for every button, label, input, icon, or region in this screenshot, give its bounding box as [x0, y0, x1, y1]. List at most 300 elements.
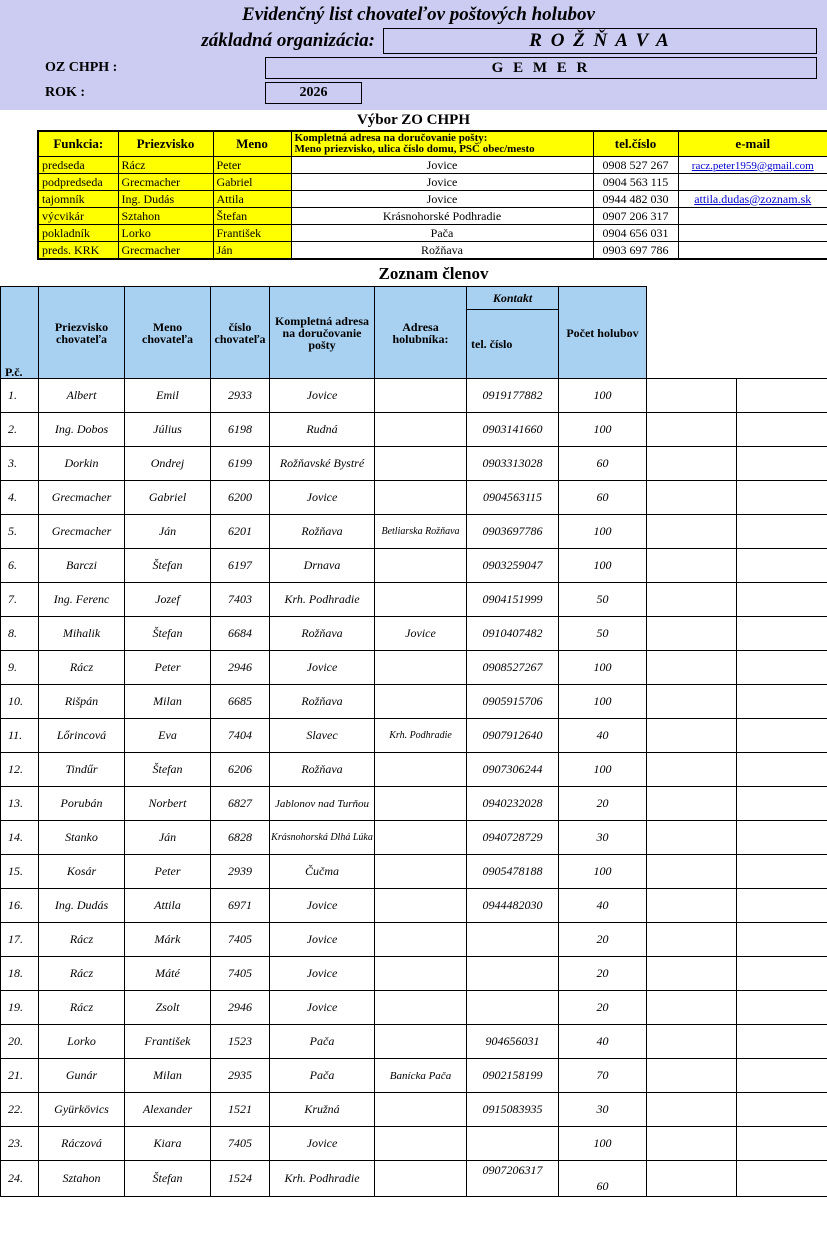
table-row: [1, 447, 827, 481]
cell-meno: Ondrej: [125, 447, 211, 481]
table-row: [1, 855, 827, 889]
cell-extra-a: [647, 515, 737, 549]
cell-extra-b: [737, 549, 827, 583]
vybor-priezvisko: Ing. Dudás: [118, 191, 213, 208]
cell-extra-b: [737, 1059, 827, 1093]
oz-row: [0, 57, 827, 79]
cell-holubnik: [375, 651, 467, 685]
cell-extra-b: [737, 583, 827, 617]
cell-pc: 15.: [1, 855, 39, 889]
cell-pc: 8.: [1, 617, 39, 651]
cell-priezvisko: Barczi: [39, 549, 125, 583]
cell-pocet: 50: [559, 617, 647, 651]
cell-cislo: 6199: [211, 447, 270, 481]
cell-meno: Emil: [125, 379, 211, 413]
cell-priezvisko: Gyürkövics: [39, 1093, 125, 1127]
vybor-meno: Gabriel: [213, 174, 291, 191]
cell-extra-b: [737, 515, 827, 549]
cell-meno: Norbert: [125, 787, 211, 821]
cell-pocet: 20: [559, 787, 647, 821]
cell-extra-b: [737, 753, 827, 787]
cell-tel: 0940728729: [467, 821, 559, 855]
cell-holubnik: [375, 481, 467, 515]
cell-priezvisko: Sztahon: [39, 1161, 125, 1197]
cell-tel: 0919177882: [467, 379, 559, 413]
zoznam-spacer-a: [647, 287, 737, 379]
vybor-meno: Ján: [213, 242, 291, 260]
cell-meno: Gabriel: [125, 481, 211, 515]
table-row: [1, 685, 827, 719]
vybor-priezvisko: Grecmacher: [118, 174, 213, 191]
cell-priezvisko: Kosár: [39, 855, 125, 889]
cell-cislo: 2939: [211, 855, 270, 889]
cell-priezvisko: Rácz: [39, 923, 125, 957]
cell-pc: 22.: [1, 1093, 39, 1127]
cell-priezvisko: Mihalik: [39, 617, 125, 651]
cell-pocet: 100: [559, 379, 647, 413]
vybor-tel: 0908 527 267: [593, 157, 678, 174]
table-row: [1, 719, 827, 753]
cell-priezvisko: Rácz: [39, 991, 125, 1025]
cell-adresa: Rožňava: [270, 617, 375, 651]
cell-extra-a: [647, 1127, 737, 1161]
vybor-tel: 0904 656 031: [593, 225, 678, 242]
cell-holubnik: [375, 923, 467, 957]
cell-extra-b: [737, 413, 827, 447]
cell-pocet: 20: [559, 923, 647, 957]
cell-extra-b: [737, 991, 827, 1025]
vybor-title: Výbor ZO CHPH: [356, 112, 471, 128]
cell-adresa: Krh. Podhradie: [270, 1161, 375, 1197]
table-row: [38, 174, 827, 191]
vybor-funkcia: preds. KRK: [38, 242, 118, 260]
cell-extra-a: [647, 855, 737, 889]
org-row: [0, 28, 827, 54]
cell-extra-a: [647, 923, 737, 957]
vybor-header-row: [38, 131, 827, 157]
cell-extra-b: [737, 855, 827, 889]
table-row: [1, 515, 827, 549]
cell-tel: 0904151999: [467, 583, 559, 617]
cell-cislo: 1523: [211, 1025, 270, 1059]
zoznam-col-tel: tel. číslo: [467, 310, 559, 379]
cell-meno: Štefan: [125, 753, 211, 787]
email-link[interactable]: racz.peter1959@gmail.com: [691, 159, 814, 172]
cell-tel: 0915083935: [467, 1093, 559, 1127]
cell-pc: 9.: [1, 651, 39, 685]
cell-meno: Ján: [125, 515, 211, 549]
cell-meno: Márk: [125, 923, 211, 957]
table-row: [1, 1093, 827, 1127]
cell-holubnik: [375, 1025, 467, 1059]
cell-pc: 12.: [1, 753, 39, 787]
cell-extra-a: [647, 447, 737, 481]
vybor-meno: Attila: [213, 191, 291, 208]
vybor-email[interactable]: [678, 191, 827, 208]
zoznam-spacer-b: [737, 287, 827, 379]
cell-cislo: 6971: [211, 889, 270, 923]
cell-meno: Attila: [125, 889, 211, 923]
cell-cislo: 1524: [211, 1161, 270, 1197]
vybor-priezvisko: Grecmacher: [118, 242, 213, 260]
cell-tel: 0905915706: [467, 685, 559, 719]
cell-meno: Štefan: [125, 549, 211, 583]
cell-priezvisko: Stanko: [39, 821, 125, 855]
cell-extra-b: [737, 481, 827, 515]
cell-cislo: 6827: [211, 787, 270, 821]
cell-pocet: 20: [559, 957, 647, 991]
cell-pc: 10.: [1, 685, 39, 719]
cell-adresa: Pača: [270, 1059, 375, 1093]
cell-extra-b: [737, 787, 827, 821]
cell-extra-b: [737, 957, 827, 991]
cell-extra-b: [737, 1093, 827, 1127]
cell-adresa: Rožňava: [270, 685, 375, 719]
cell-adresa: Jablonov nad Turňou: [270, 787, 375, 821]
email-link[interactable]: attila.dudas@zoznam.sk: [694, 191, 812, 206]
cell-cislo: 6200: [211, 481, 270, 515]
cell-tel: 0910407482: [467, 617, 559, 651]
table-row: [1, 889, 827, 923]
vybor-tel: 0903 697 786: [593, 242, 678, 260]
vybor-meno: František: [213, 225, 291, 242]
cell-extra-a: [647, 719, 737, 753]
rok-row: [0, 82, 827, 104]
cell-adresa: Jovice: [270, 379, 375, 413]
cell-pc: 21.: [1, 1059, 39, 1093]
cell-holubnik: [375, 447, 467, 481]
zoznam-col-kontakt: Kontakt: [467, 287, 559, 310]
cell-adresa: Jovice: [270, 1127, 375, 1161]
cell-adresa: Drnava: [270, 549, 375, 583]
cell-pocet: 30: [559, 1093, 647, 1127]
table-row: [1, 1161, 827, 1197]
cell-priezvisko: Rácz: [39, 957, 125, 991]
cell-cislo: 6684: [211, 617, 270, 651]
cell-extra-b: [737, 821, 827, 855]
cell-adresa: Pača: [270, 1025, 375, 1059]
table-row: [1, 923, 827, 957]
cell-extra-a: [647, 957, 737, 991]
cell-tel: [467, 991, 559, 1025]
zoznam-header-top: [1, 287, 827, 310]
cell-priezvisko: Grecmacher: [39, 481, 125, 515]
cell-meno: Štefan: [125, 617, 211, 651]
cell-tel: [467, 957, 559, 991]
cell-adresa: Jovice: [270, 957, 375, 991]
cell-tel: [467, 1127, 559, 1161]
cell-pocet: 100: [559, 753, 647, 787]
vybor-priezvisko: Rácz: [118, 157, 213, 174]
page-title: Evidenčný list chovateľov poštových holubov: [242, 4, 595, 25]
cell-cislo: 2935: [211, 1059, 270, 1093]
cell-tel: 0908527267: [467, 651, 559, 685]
cell-holubnik: [375, 1161, 467, 1197]
cell-meno: Zsolt: [125, 991, 211, 1025]
cell-extra-a: [647, 821, 737, 855]
cell-tel: 0902158199: [467, 1059, 559, 1093]
cell-extra-b: [737, 379, 827, 413]
vybor-email: [678, 174, 827, 191]
cell-extra-a: [647, 991, 737, 1025]
vybor-adresa: Jovice: [291, 157, 593, 174]
cell-pc: 24.: [1, 1161, 39, 1197]
cell-priezvisko: Ing. Dudás: [39, 889, 125, 923]
cell-extra-b: [737, 719, 827, 753]
cell-cislo: 6828: [211, 821, 270, 855]
vybor-col-tel: tel.číslo: [593, 131, 678, 157]
cell-holubnik: [375, 583, 467, 617]
cell-extra-a: [647, 549, 737, 583]
cell-pocet: 40: [559, 889, 647, 923]
cell-tel: 0903313028: [467, 447, 559, 481]
cell-extra-b: [737, 1025, 827, 1059]
cell-pc: 16.: [1, 889, 39, 923]
cell-pocet: 100: [559, 413, 647, 447]
cell-pocet: 50: [559, 583, 647, 617]
vybor-email: [678, 242, 827, 260]
table-row: [38, 191, 827, 208]
table-row: [1, 753, 827, 787]
cell-meno: Ján: [125, 821, 211, 855]
cell-priezvisko: Rišpán: [39, 685, 125, 719]
vybor-col-adresa-line1: Kompletná adresa na doručovanie pošty:: [294, 132, 488, 144]
cell-meno: Peter: [125, 651, 211, 685]
vybor-col-adresa: [291, 131, 593, 157]
table-row: [1, 821, 827, 855]
cell-adresa: Krásnohorská Dlhá Lúka: [270, 821, 375, 855]
table-row: [1, 957, 827, 991]
cell-pc: 5.: [1, 515, 39, 549]
cell-meno: Július: [125, 413, 211, 447]
table-row: [38, 157, 827, 174]
vybor-tel: 0944 482 030: [593, 191, 678, 208]
vybor-table: [37, 130, 827, 260]
org-value[interactable]: R O Ž Ň A V A: [383, 28, 817, 54]
vybor-funkcia: výcvikár: [38, 208, 118, 225]
vybor-tel: 0907 206 317: [593, 208, 678, 225]
vybor-col-adresa-line2: Meno priezvisko, ulica číslo domu, PSČ obec/mesto: [294, 143, 535, 155]
cell-pc: 13.: [1, 787, 39, 821]
cell-holubnik: [375, 855, 467, 889]
cell-cislo: 6206: [211, 753, 270, 787]
vybor-adresa: Jovice: [291, 174, 593, 191]
cell-adresa: Rudná: [270, 413, 375, 447]
cell-cislo: 7403: [211, 583, 270, 617]
cell-cislo: 1521: [211, 1093, 270, 1127]
zoznam-col-holubnik: Adresa holubníka:: [375, 287, 467, 379]
cell-priezvisko: Lőrincová: [39, 719, 125, 753]
table-row: [1, 379, 827, 413]
cell-holubnik: Jovice: [375, 617, 467, 651]
cell-tel: 0903141660: [467, 413, 559, 447]
table-row: [38, 242, 827, 260]
cell-pc: 19.: [1, 991, 39, 1025]
cell-adresa: Jovice: [270, 889, 375, 923]
cell-pocet: 30: [559, 821, 647, 855]
cell-extra-a: [647, 481, 737, 515]
table-row: [1, 413, 827, 447]
zoznam-col-meno: Meno chovateľa: [125, 287, 211, 379]
cell-extra-a: [647, 889, 737, 923]
cell-holubnik: [375, 889, 467, 923]
vybor-adresa: Jovice: [291, 191, 593, 208]
cell-tel: 0940232028: [467, 787, 559, 821]
cell-meno: František: [125, 1025, 211, 1059]
cell-tel: 0903259047: [467, 549, 559, 583]
vybor-funkcia: podpredseda: [38, 174, 118, 191]
cell-pocet: 100: [559, 855, 647, 889]
vybor-funkcia: tajomník: [38, 191, 118, 208]
cell-pc: 3.: [1, 447, 39, 481]
vybor-body: [38, 157, 827, 260]
cell-meno: Máté: [125, 957, 211, 991]
cell-priezvisko: Ing. Ferenc: [39, 583, 125, 617]
vybor-priezvisko: Lorko: [118, 225, 213, 242]
cell-extra-a: [647, 1059, 737, 1093]
cell-pocet: 60: [559, 481, 647, 515]
cell-holubnik: [375, 1093, 467, 1127]
vybor-table-wrap: [0, 130, 827, 260]
cell-extra-b: [737, 447, 827, 481]
cell-tel: 0907206317: [467, 1161, 559, 1197]
cell-holubnik: [375, 787, 467, 821]
cell-extra-a: [647, 379, 737, 413]
cell-pc: 18.: [1, 957, 39, 991]
cell-pc: 4.: [1, 481, 39, 515]
cell-cislo: 7405: [211, 1127, 270, 1161]
cell-priezvisko: Grecmacher: [39, 515, 125, 549]
cell-holubnik: [375, 379, 467, 413]
cell-adresa: Rožňava: [270, 753, 375, 787]
table-row: [1, 617, 827, 651]
zoznam-col-pocet: Počet holubov: [559, 287, 647, 379]
cell-adresa: Krh. Podhradie: [270, 583, 375, 617]
cell-cislo: 7405: [211, 923, 270, 957]
cell-meno: Jozef: [125, 583, 211, 617]
cell-adresa: Rožňavské Bystré: [270, 447, 375, 481]
cell-pocet: 40: [559, 719, 647, 753]
cell-cislo: 7404: [211, 719, 270, 753]
cell-extra-a: [647, 1093, 737, 1127]
oz-value[interactable]: G E M E R: [265, 57, 817, 79]
cell-adresa: Rožňava: [270, 515, 375, 549]
cell-meno: Štefan: [125, 1161, 211, 1197]
rok-label: ROK :: [45, 85, 86, 100]
cell-priezvisko: Ing. Dobos: [39, 413, 125, 447]
cell-pc: 6.: [1, 549, 39, 583]
cell-holubnik: [375, 1127, 467, 1161]
cell-meno: Milan: [125, 1059, 211, 1093]
cell-pocet: 60: [559, 1161, 647, 1197]
cell-extra-b: [737, 1127, 827, 1161]
cell-holubnik: [375, 685, 467, 719]
cell-adresa: Slavec: [270, 719, 375, 753]
cell-pc: 20.: [1, 1025, 39, 1059]
cell-extra-b: [737, 889, 827, 923]
org-label: základná organizácia:: [201, 30, 375, 51]
cell-pc: 2.: [1, 413, 39, 447]
vybor-funkcia: predseda: [38, 157, 118, 174]
zoznam-col-cislo: číslo chovateľa: [211, 287, 270, 379]
zoznam-title: Zoznam členov: [378, 264, 489, 283]
table-row: [1, 651, 827, 685]
cell-extra-a: [647, 1161, 737, 1197]
oz-label: OZ CHPH :: [45, 60, 118, 75]
vybor-adresa: Rožňava: [291, 242, 593, 260]
table-row: [38, 208, 827, 225]
cell-extra-a: [647, 1025, 737, 1059]
cell-cislo: 7405: [211, 957, 270, 991]
vybor-col-funkcia: Funkcia:: [38, 131, 118, 157]
cell-tel: 904656031: [467, 1025, 559, 1059]
vybor-funkcia: pokladník: [38, 225, 118, 242]
vybor-email[interactable]: [678, 157, 827, 174]
cell-holubnik: [375, 549, 467, 583]
table-row: [38, 225, 827, 242]
cell-holubnik: Betliarska Rožňava: [375, 515, 467, 549]
cell-extra-a: [647, 413, 737, 447]
vybor-col-priezvisko: Priezvisko: [118, 131, 213, 157]
cell-meno: Eva: [125, 719, 211, 753]
table-row: [1, 991, 827, 1025]
cell-extra-b: [737, 651, 827, 685]
cell-pocet: 70: [559, 1059, 647, 1093]
table-row: [1, 583, 827, 617]
cell-extra-a: [647, 583, 737, 617]
cell-extra-a: [647, 753, 737, 787]
table-row: [1, 1059, 827, 1093]
cell-tel: 0907912640: [467, 719, 559, 753]
cell-cislo: 6201: [211, 515, 270, 549]
cell-pocet: 100: [559, 515, 647, 549]
cell-pocet: 100: [559, 685, 647, 719]
table-row: [1, 787, 827, 821]
cell-adresa: Kružná: [270, 1093, 375, 1127]
vybor-adresa: Krásnohorské Podhradie: [291, 208, 593, 225]
cell-extra-b: [737, 923, 827, 957]
cell-pocet: 100: [559, 651, 647, 685]
cell-adresa: Čučma: [270, 855, 375, 889]
cell-holubnik: [375, 753, 467, 787]
cell-pc: 1.: [1, 379, 39, 413]
cell-meno: Peter: [125, 855, 211, 889]
cell-priezvisko: Tindűr: [39, 753, 125, 787]
cell-adresa: Jovice: [270, 651, 375, 685]
cell-extra-b: [737, 617, 827, 651]
cell-holubnik: [375, 957, 467, 991]
zoznam-col-adresa: Kompletná adresa na doručovanie pošty: [270, 287, 375, 379]
cell-extra-b: [737, 685, 827, 719]
cell-meno: Kiara: [125, 1127, 211, 1161]
cell-pc: 14.: [1, 821, 39, 855]
rok-value[interactable]: 2026: [265, 82, 362, 104]
cell-tel: 0905478188: [467, 855, 559, 889]
cell-tel: 0944482030: [467, 889, 559, 923]
table-row: [1, 481, 827, 515]
vybor-email: [678, 225, 827, 242]
cell-tel: 0904563115: [467, 481, 559, 515]
vybor-email: [678, 208, 827, 225]
cell-extra-b: [737, 1161, 827, 1197]
cell-pocet: 100: [559, 549, 647, 583]
cell-pc: 17.: [1, 923, 39, 957]
cell-priezvisko: Dorkin: [39, 447, 125, 481]
zoznam-col-pc: P.č.: [1, 287, 39, 379]
cell-priezvisko: Porubán: [39, 787, 125, 821]
vybor-meno: Štefan: [213, 208, 291, 225]
cell-cislo: 6685: [211, 685, 270, 719]
